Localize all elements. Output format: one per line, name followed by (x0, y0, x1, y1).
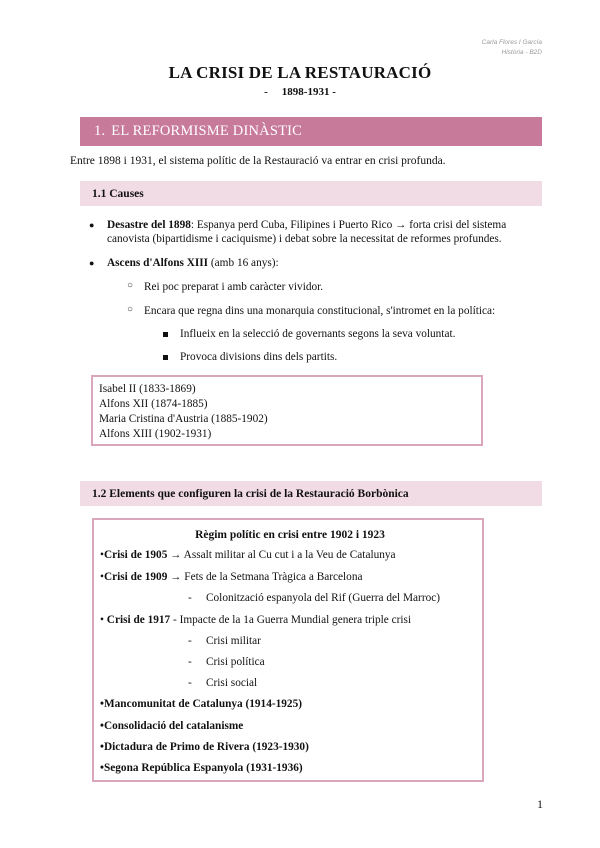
cause-sub-1: Rei poc preparat i amb caràcter vividor. (144, 281, 324, 293)
crisis-bold-item (100, 698, 302, 710)
reign-item: Maria Cristina d'Austria (1885-1902) (99, 413, 268, 425)
reign-item: Alfons XIII (1902-1931) (99, 428, 212, 440)
intro-paragraph: Entre 1898 i 1931, el sistema polític de la Restauració va entrar en crisi profunda. (70, 155, 446, 167)
crisis-bold-item-text: Dictadura de Primo de Rivera (1923-1930) (103, 741, 309, 753)
page-number: 1 (537, 797, 543, 811)
crisis-1909 (100, 571, 363, 583)
page-title: LA CRISI DE LA RESTAURACIÓ (168, 63, 432, 82)
dash: - (188, 656, 192, 668)
reign-item: Alfons XII (1874-1885) (99, 398, 208, 410)
section-1-heading (80, 117, 542, 146)
bullet-dot-icon: ● (89, 258, 95, 268)
cause-2-bold: Ascens d'Alfons XIII (107, 257, 209, 269)
crisis-1909-text: → Fets de la Setmana Tràgica a Barcelona (167, 571, 363, 583)
cause-1-bold: Desastre del 1898 (107, 219, 191, 231)
crisis-bold-item (100, 741, 309, 753)
crisis-1905-text: → Assalt militar al Cu cut i a la Veu de Catalunya (167, 549, 396, 561)
bullet: • (100, 614, 104, 626)
cause-sub-2: Encara que regna dins una monarquia constitucional, s'intromet en la política: (144, 305, 496, 317)
bullet: • (100, 762, 104, 774)
section-1-title: EL REFORMISME DINÀSTIC (111, 123, 303, 139)
bullet: • (100, 549, 104, 561)
crisis-1917-sub (188, 635, 261, 647)
dash: - (188, 592, 192, 604)
cause-2-text: (amb 16 anys): (208, 257, 279, 269)
bullet: • (100, 720, 104, 732)
subtitle-dash: - (264, 86, 268, 98)
crisis-1917-bold: Crisi de 1917 (106, 614, 171, 626)
reigns-box (91, 375, 483, 446)
crisis-bold-item-text: Consolidació del catalanisme (103, 720, 244, 732)
section-1-2-heading: 1.2 Elements que configuren la crisi de la Restauració Borbònica (80, 481, 542, 506)
subtitle-text: 1898-1931 - (281, 86, 336, 98)
cause-1-text: : Espanya perd Cuba, Filipines i Puerto Rico → forta crisi del sistema (190, 219, 507, 231)
cause-1-line2: canovista (bipartidisme i caciquisme) i debat sobre la necessitat de reformes profundes. (107, 233, 502, 245)
crisis-1917-sub-text: Crisi social (206, 677, 258, 689)
crisis-bold-item (100, 762, 303, 774)
crisis-1917-text: - Impacte de la 1a Guerra Mundial genera triple crisi (170, 614, 412, 626)
causes-heading: 1.1 Causes (80, 181, 542, 206)
crisis-1909-sub-text: Colonització espanyola del Rif (Guerra del Marroc) (206, 592, 441, 604)
bullet-circle-icon: ○ (127, 304, 134, 315)
dash: - (188, 677, 192, 689)
bullet-square-icon (163, 332, 168, 337)
bullet-dot-icon: ● (89, 220, 95, 230)
author-name: Carla Flores I García (481, 39, 542, 46)
bullet: • (100, 571, 104, 583)
cause-item-2 (107, 256, 279, 270)
reign-item: Isabel II (1833-1869) (99, 383, 196, 395)
author-subject: Història - B2D (501, 49, 542, 56)
bullet: • (100, 698, 104, 710)
cause-item-1 (107, 218, 547, 246)
section-1-number: 1. (94, 123, 106, 139)
page-subtitle (0, 86, 600, 98)
crisis-box-title: Règim polític en crisi entre 1902 i 1923 (195, 529, 385, 541)
crisis-bold-item (100, 720, 243, 732)
crisis-1917 (100, 614, 411, 626)
bullet-circle-icon: ○ (127, 280, 134, 291)
crisis-box (92, 518, 484, 782)
crisis-1917-sub-text: Crisi política (206, 656, 265, 668)
crisis-1917-sub-text: Crisi militar (206, 635, 261, 647)
crisis-1909-sub (188, 592, 440, 604)
crisis-bold-item-text: Mancomunitat de Catalunya (1914-1925) (103, 698, 302, 710)
bullet-square-icon (163, 355, 168, 360)
crisis-1917-sub (188, 656, 265, 668)
dash: - (188, 635, 192, 647)
cause-subsub-1: Influeix en la selecció de governants segons la seva voluntat. (180, 328, 456, 340)
crisis-1917-sub (188, 677, 257, 689)
crisis-1905-bold: Crisi de 1905 (103, 549, 168, 561)
cause-subsub-2: Provoca divisions dins dels partits. (180, 351, 338, 363)
bullet: • (100, 741, 104, 753)
crisis-1909-bold: Crisi de 1909 (103, 571, 168, 583)
author-header (482, 38, 542, 58)
crisis-bold-item-text: Segona República Espanyola (1931-1936) (103, 762, 303, 774)
crisis-1905 (100, 549, 396, 561)
